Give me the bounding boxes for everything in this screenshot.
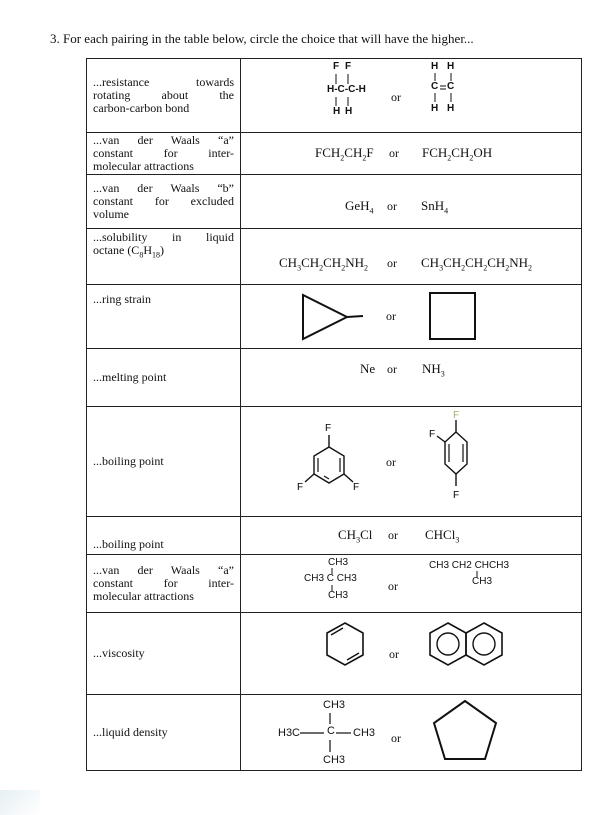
table-row xyxy=(87,175,582,229)
choice-cell: or xyxy=(241,285,582,349)
choice-cell: Ne or $NH_3$ xyxy=(241,349,582,407)
comparison-table xyxy=(86,58,582,771)
choice-cell: GeH$_4$ or SnH$_4$ xyxy=(241,175,582,229)
table-row xyxy=(87,407,582,517)
choice-cell: $FCH_2CH_2F$ or $FCH_2CH_2OH$ xyxy=(241,133,582,175)
cyclobutane-structure[interactable] xyxy=(429,292,489,342)
choice-right[interactable]: SnH$_4$ xyxy=(421,198,449,216)
choice-left[interactable]: $CH_3Cl$ xyxy=(338,527,373,545)
choice-right[interactable]: $CH_3CH_2CH_2CH_2NH_2$ xyxy=(421,255,533,273)
choice-cell: $CH_3Cl$ or CHCl$_3$ xyxy=(241,517,582,555)
choice-left[interactable]: $FCH_2CH_2F$ xyxy=(315,145,374,163)
property-cell: ...melting point xyxy=(87,349,241,407)
table-row xyxy=(87,349,582,407)
octane-label: octane $(C_8H_{18})$ xyxy=(93,243,164,260)
choice-left[interactable]: Ne xyxy=(360,361,376,376)
table-row xyxy=(87,59,582,133)
choice-right[interactable]: $FCH_2CH_2OH$ xyxy=(422,145,493,163)
property-cell: ...solubility in liquid octane $(C_8H_{18})$ xyxy=(87,229,241,285)
trifluorobenzene-structure[interactable] xyxy=(296,422,366,512)
property-cell: ...ring strain xyxy=(87,285,241,349)
svg-text:F: F xyxy=(453,490,460,501)
property-cell: ...van der Waals “a” constant for inter- molecular attractions xyxy=(87,555,241,613)
table-row xyxy=(87,229,582,285)
naphthalene-structure[interactable] xyxy=(426,619,516,689)
cyclohexadiene-structure[interactable] xyxy=(323,619,383,689)
choice-left[interactable]: GeH$_4$ xyxy=(345,198,374,216)
choice-cell: CH3 CH3 C CH3 CH3 or CH3 CH2 CHCH3 CH3 xyxy=(241,555,582,613)
svg-text:F: F xyxy=(453,410,460,421)
svg-text:F: F xyxy=(429,429,436,440)
table-row xyxy=(87,695,582,771)
choice-cell: $CH_3CH_2CH_2NH_2$ or $CH_3CH_2CH_2CH_2NH_2$ xyxy=(241,229,582,285)
choice-right[interactable]: $NH_3$ xyxy=(422,361,445,379)
table-row xyxy=(87,613,582,695)
svg-text:F: F xyxy=(353,482,360,493)
property-cell: ...resistance towards rotating about the carbon-carbon bond xyxy=(87,59,241,133)
property-cell: ...boiling point xyxy=(87,517,241,555)
property-cell: ...boiling point xyxy=(87,407,241,517)
choice-cell: CH3 H3C C CH3 CH3 or xyxy=(241,695,582,771)
property-cell: ...van der Waals “a” constant for inter- molecular attractions xyxy=(87,133,241,175)
methylcyclopropane-structure[interactable] xyxy=(301,293,371,343)
choice-cell: F F H-C-C-H H H or H H C C H H xyxy=(241,59,582,133)
property-cell: ...liquid density xyxy=(87,695,241,771)
cyclopentane-structure[interactable] xyxy=(433,699,513,769)
choice-left[interactable]: $CH_3CH_2CH_2NH_2$ xyxy=(279,255,368,273)
or-label: or xyxy=(391,90,401,104)
table-row xyxy=(87,285,582,349)
table-row xyxy=(87,555,582,613)
scan-artifact xyxy=(0,790,40,815)
table-row xyxy=(87,133,582,175)
property-cell: ...van der Waals “b” constant for excluded volume xyxy=(87,175,241,229)
choice-cell: or xyxy=(241,613,582,695)
choice-cell: F F F or F F F xyxy=(241,407,582,517)
property-cell: ...viscosity xyxy=(87,613,241,695)
difluorobenzene-structure[interactable] xyxy=(424,410,484,510)
question-title: 3. For each pairing in the table below, circle the choice that will have the higher... xyxy=(50,31,474,46)
svg-text:F: F xyxy=(297,482,304,493)
choice-right[interactable]: CHCl$_3$ xyxy=(425,527,460,545)
svg-text:F: F xyxy=(325,423,332,434)
table-row xyxy=(87,517,582,555)
